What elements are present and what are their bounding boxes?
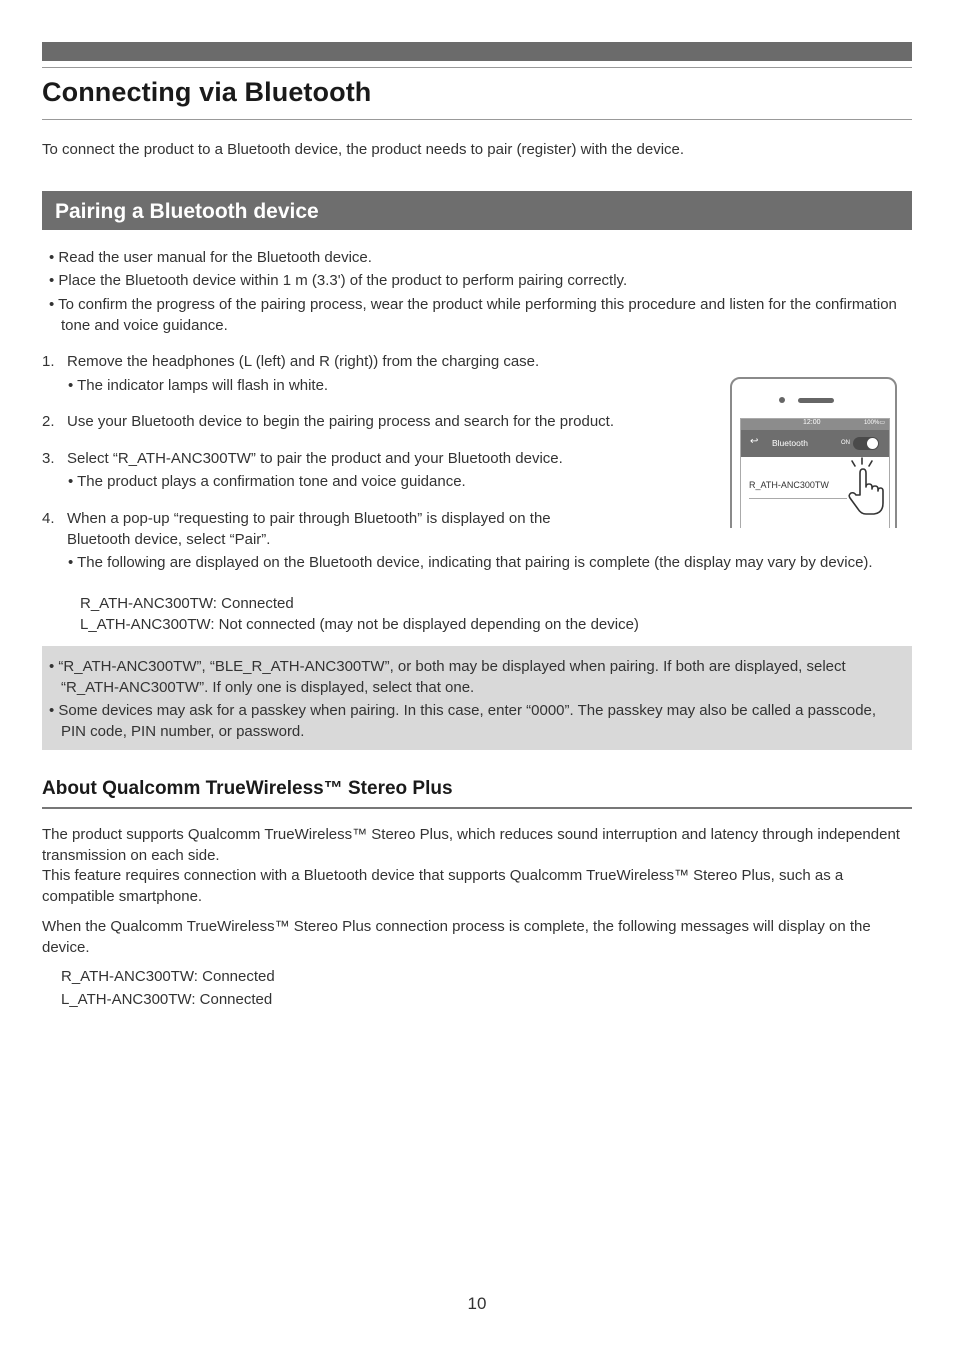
status-line: R_ATH-ANC300TW: Connected [61, 968, 275, 985]
bluetooth-title: Bluetooth [772, 438, 808, 448]
step-note: • The following are displayed on the Bluetooth device, indicating that pairing is complete (the display may vary by device). [68, 554, 873, 571]
status-bar [741, 419, 889, 430]
step-number: 2. [42, 413, 55, 430]
step-note: • The indicator lamps will flash in white. [68, 377, 329, 394]
step-text: Use your Bluetooth device to begin the pairing process and search for the product. [67, 413, 614, 430]
intro-text: To connect the product to a Bluetooth device, the product needs to pair (register) with the device. [42, 141, 685, 158]
note-bullet: • Some devices may ask for a passkey when pairing. In this case, enter “0000”. The passkey may also be called a passcode, PIN code, PIN number, or password. [49, 702, 877, 740]
speaker-icon [798, 398, 834, 403]
section-heading-band [42, 191, 912, 230]
battery-icon: 100%▭ [863, 420, 885, 426]
section-heading: Pairing a Bluetooth device [55, 200, 319, 223]
qualcomm-heading: About Qualcomm TrueWireless™ Stereo Plus [42, 778, 453, 799]
toggle-label: ON [841, 440, 850, 446]
bluetooth-toggle[interactable] [853, 437, 879, 450]
step-text: Remove the headphones (L (left) and R (right)) from the charging case. [67, 353, 540, 370]
device-list-item[interactable]: R_ATH-ANC300TW [749, 480, 829, 490]
qualcomm-rule [42, 807, 912, 809]
step-number: 4. [42, 510, 55, 527]
prereq-bullet: • Read the user manual for the Bluetooth device. [49, 249, 372, 266]
title-rule [42, 119, 912, 120]
back-icon[interactable]: ↩ [750, 436, 759, 447]
step-text: When a pop-up “requesting to pair through Bluetooth” is displayed on the [67, 510, 551, 527]
tap-hand-icon [844, 457, 884, 517]
status-line: L_ATH-ANC300TW: Not connected (may not be displayed depending on the device) [80, 616, 639, 633]
step-text: Select “R_ATH-ANC300TW” to pair the product and your Bluetooth device. [67, 450, 563, 467]
prereq-bullet: • To confirm the progress of the pairing process, wear the product while performing this procedure and listen for the confirmation tone and voice guidance. [49, 296, 897, 334]
toggle-knob [867, 438, 878, 449]
page-title: Connecting via Bluetooth [42, 77, 372, 107]
note-bullet: • “R_ATH-ANC300TW”, “BLE_R_ATH-ANC300TW”, or both may be displayed when pairing. If both are displayed, select “R_ATH-ANC300TW”. If only one is displayed, select that one. [49, 658, 846, 696]
list-divider [749, 498, 847, 499]
step-number: 1. [42, 353, 55, 370]
status-line: L_ATH-ANC300TW: Connected [61, 991, 273, 1008]
status-line: R_ATH-ANC300TW: Connected [80, 595, 294, 612]
qualcomm-paragraph: The product supports Qualcomm TrueWireless™ Stereo Plus, which reduces sound interruption and latency through independent transmission on each side. [42, 826, 900, 864]
page-number: 10 [467, 1294, 487, 1313]
prereq-bullet: • Place the Bluetooth device within 1 m (3.3') of the product to perform pairing correctly. [49, 272, 628, 289]
qualcomm-paragraph: When the Qualcomm TrueWireless™ Stereo Plus connection process is complete, the following messages will display on the device. [42, 918, 871, 956]
phone-illustration [730, 377, 897, 528]
qualcomm-paragraph: This feature requires connection with a Bluetooth device that supports Qualcomm TrueWireless™ Stereo Plus, such as a compatible smartphone. [42, 867, 844, 905]
status-time: 12:00 [803, 419, 821, 426]
step-text: Bluetooth device, select “Pair”. [67, 531, 271, 548]
step-note: • The product plays a confirmation tone and voice guidance. [68, 473, 466, 490]
header-rule [42, 67, 912, 68]
step-number: 3. [42, 450, 55, 467]
bluetooth-header [741, 430, 889, 457]
header-bar [42, 42, 912, 61]
camera-icon [779, 397, 785, 403]
